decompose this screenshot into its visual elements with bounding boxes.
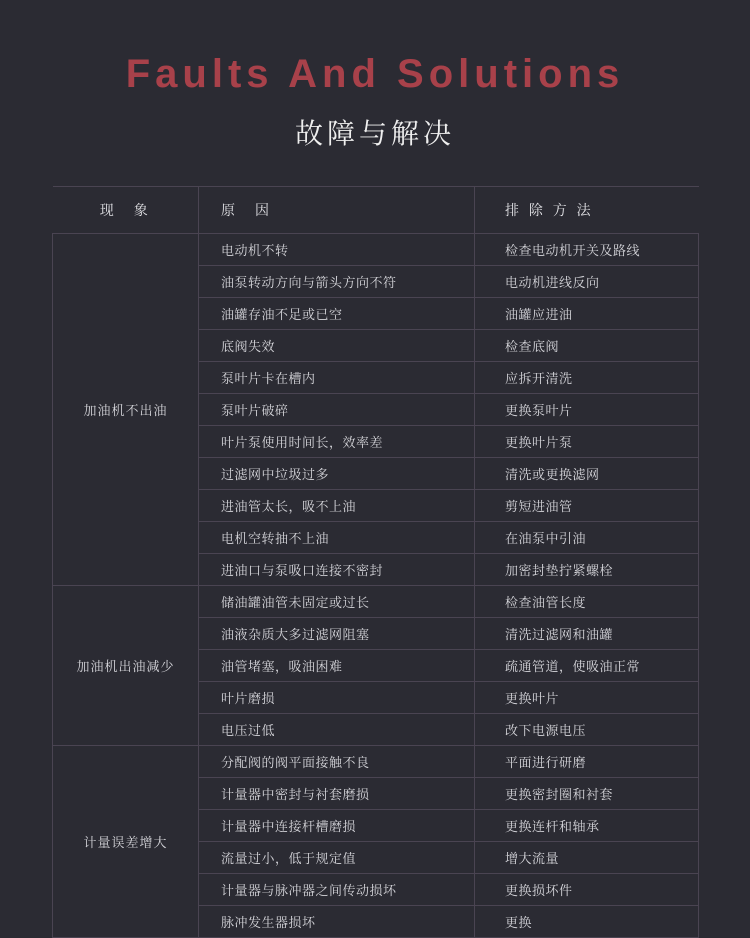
cause-cell: 计量器中密封与衬套磨损	[199, 778, 475, 810]
solution-cell: 清洗或更换滤网	[475, 458, 699, 490]
page-title-chinese: 故障与解决	[294, 118, 455, 149]
solution-cell: 加密封垫拧紧螺栓	[475, 554, 699, 586]
table-row	[53, 586, 699, 618]
group-label: 加油机不出油	[53, 234, 199, 586]
cause-cell: 油管堵塞，吸油困难	[199, 650, 475, 682]
cause-cell: 底阀失效	[199, 330, 475, 362]
solution-cell: 检查油管长度	[475, 586, 699, 618]
solution-cell: 更换叶片	[475, 682, 699, 714]
cause-cell: 电动机不转	[199, 234, 475, 266]
cause-cell: 叶片磨损	[199, 682, 475, 714]
group-label: 计量误差增大	[53, 746, 199, 938]
solution-cell: 更换密封圈和衬套	[475, 778, 699, 810]
solution-cell: 应拆开清洗	[475, 362, 699, 394]
cause-cell: 电机空转抽不上油	[199, 522, 475, 554]
cause-cell: 储油罐油管未固定或过长	[199, 586, 475, 618]
cause-cell: 计量器中连接杆槽磨损	[199, 810, 475, 842]
solution-cell: 更换泵叶片	[475, 394, 699, 426]
solution-cell: 剪短进油管	[475, 490, 699, 522]
fault-solutions-table	[52, 186, 699, 938]
cause-cell: 电压过低	[199, 714, 475, 746]
cause-cell: 过滤网中垃圾过多	[199, 458, 475, 490]
solution-cell: 更换叶片泵	[475, 426, 699, 458]
solution-cell: 疏通管道，使吸油正常	[475, 650, 699, 682]
table-body	[53, 234, 699, 938]
solution-cell: 油罐应进油	[475, 298, 699, 330]
cause-cell: 进油口与泵吸口连接不密封	[199, 554, 475, 586]
table-row	[53, 234, 699, 266]
column-header-solution: 排 除 方 法	[475, 187, 699, 234]
fault-table-wrapper	[52, 186, 698, 938]
column-header-phenomenon: 现 象	[53, 187, 199, 234]
solution-cell: 更换连杆和轴承	[475, 810, 699, 842]
cause-cell: 进油管太长，吸不上油	[199, 490, 475, 522]
solution-cell: 检查电动机开关及路线	[475, 234, 699, 266]
solution-cell: 检查底阀	[475, 330, 699, 362]
cause-cell: 油泵转动方向与箭头方向不符	[199, 266, 475, 298]
cause-cell: 泵叶片卡在槽内	[199, 362, 475, 394]
cause-cell: 叶片泵使用时间长，效率差	[199, 426, 475, 458]
solution-cell: 更换	[475, 906, 699, 938]
group-label: 加油机出油减少	[53, 586, 199, 746]
solution-cell: 清洗过滤网和油罐	[475, 618, 699, 650]
cause-cell: 泵叶片破碎	[199, 394, 475, 426]
cause-cell: 流量过小，低于规定值	[199, 842, 475, 874]
table-row	[53, 746, 699, 778]
solution-cell: 在油泵中引油	[475, 522, 699, 554]
cause-cell: 分配阀的阀平面接触不良	[199, 746, 475, 778]
cause-cell: 计量器与脉冲器之间传动损坏	[199, 874, 475, 906]
solution-cell: 平面进行研磨	[475, 746, 699, 778]
table-header	[53, 187, 699, 234]
page-title-english: Faults And Solutions	[125, 52, 625, 96]
solution-cell: 更换损坏件	[475, 874, 699, 906]
solution-cell: 电动机进线反向	[475, 266, 699, 298]
cause-cell: 油罐存油不足或已空	[199, 298, 475, 330]
solution-cell: 改下电源电压	[475, 714, 699, 746]
cause-cell: 油液杂质大多过滤网阻塞	[199, 618, 475, 650]
cause-cell: 脉冲发生器损坏	[199, 906, 475, 938]
table-header-row	[53, 187, 699, 234]
solution-cell: 增大流量	[475, 842, 699, 874]
column-header-cause: 原 因	[199, 187, 475, 234]
